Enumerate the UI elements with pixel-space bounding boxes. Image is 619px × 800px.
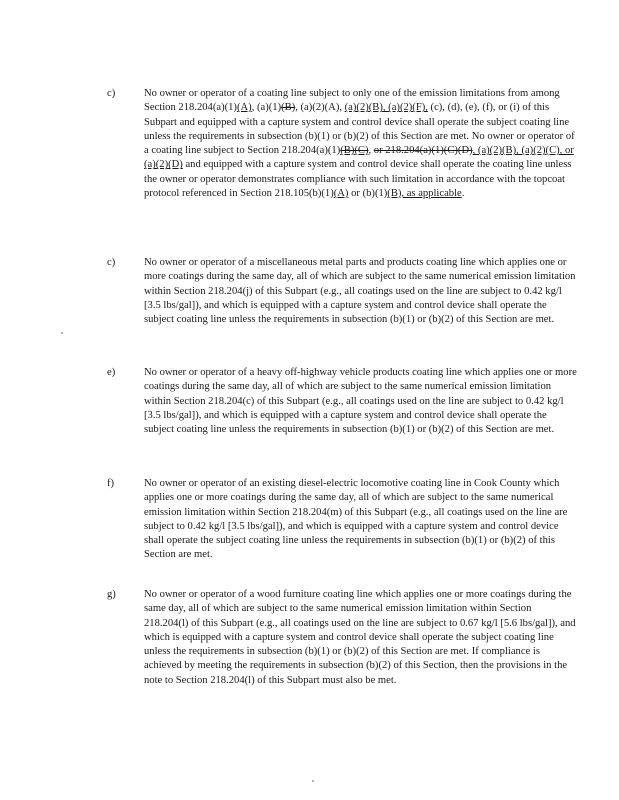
paragraph-text: No owner or operator of a heavy off-highway vehicle products coating line which applies one or more coatings during the same day, all of which are subject to the same numerical emission limitation within Section 218.204(c) of this Subpart (e.g., all coatings used on the line are subject to 0.42 kg/l [3.5 lbs/gal]), and which is equipped with a capture system and control device shall operate the subject coating line unless the requirements in subsection (b)(1) or (b)(2) of this Section are met. — [144, 367, 577, 436]
paragraph-label: f) — [107, 478, 115, 489]
paragraph-f — [107, 477, 577, 563]
paragraph-g — [107, 588, 577, 688]
scan-speck — [61, 332, 63, 334]
paragraph-label: g) — [107, 589, 116, 600]
paragraph-label: c) — [107, 88, 116, 99]
paragraph-text: No owner or operator of a wood furniture coating line which applies one or more coatings during the same day, all of which are subject to the same numerical emission limitation within Section 218.204(l) of this Subpart (e.g., all coatings used on the line are subject to 0.67 kg/l [5.6 lbs/gal]), and which is equipped with a capture system and control device shall operate the subject coating line unless the requirements in subsection (b)(1) or (b)(2) of this Section are met. If compliance is achieved by meeting the requirements in subsection (b)(2) of this Section, then the provisions in the note to Section 218.204(l) of this Subpart must also be met. — [144, 589, 576, 686]
paragraph-e — [107, 366, 577, 437]
scan-speck — [312, 780, 314, 782]
paragraph-label: e) — [107, 367, 116, 378]
paragraph-c-first — [107, 87, 577, 201]
paragraph-label: c) — [107, 257, 116, 268]
paragraph-c-second — [107, 256, 577, 327]
paragraph-text: No owner or operator of an existing diesel-electric locomotive coating line in Cook County which applies one or more coatings during the same day, all of which are subject to the same numerical emission limitation within Section 218.204(m) of this Subpart (e.g., all coatings used on the line are subject to 0.42 kg/l [3.5 lbs/gal]), and which is equipped with a capture system and control device shall operate the subject coating line unless the requirements in subsection (b)(1) or (b)(2) of this Section are met. — [144, 478, 568, 561]
paragraph-text: No owner or operator of a coating line subject to only one of the emission limitations from among Section 218.204(a)(1)(A), (a)(1)(B), (a)(2)(A), (a)(2)(B), (a)(2)(F), (c), (d), (e), (f), or (i) of this Subpart and equipped with a capture system and control device shall operate the subject coating line unless the requirements in subsection (b)(1) or (b)(2) of this Section are met. No owner or operator of a coating line subject to Section 218.204(a)(1)(B)(C), or 218.204(a)(1)(C)(D), (a)(2)(B), (a)(2)(C), or (a)(2)(D) and equipped with a capture system and control device shall operate the coating line unless the owner or operator demonstrates compliance with such limitation in accordance with the topcoat protocol referenced in Section 218.105(b)(1)(A) or (b)(1)(B), as applicable. — [144, 88, 575, 200]
paragraph-text: No owner or operator of a miscellaneous metal parts and products coating line which applies one or more coatings during the same day, all of which are subject to the same numerical emission limitation within Section 218.204(j) of this Subpart (e.g., all coatings used on the line are subject to 0.42 kg/l [3.5 lbs/gal]), and which is equipped with a capture system and control device shall operate the subject coating line unless the requirements in subsection (b)(1) or (b)(2) of this Section are met. — [144, 257, 576, 326]
